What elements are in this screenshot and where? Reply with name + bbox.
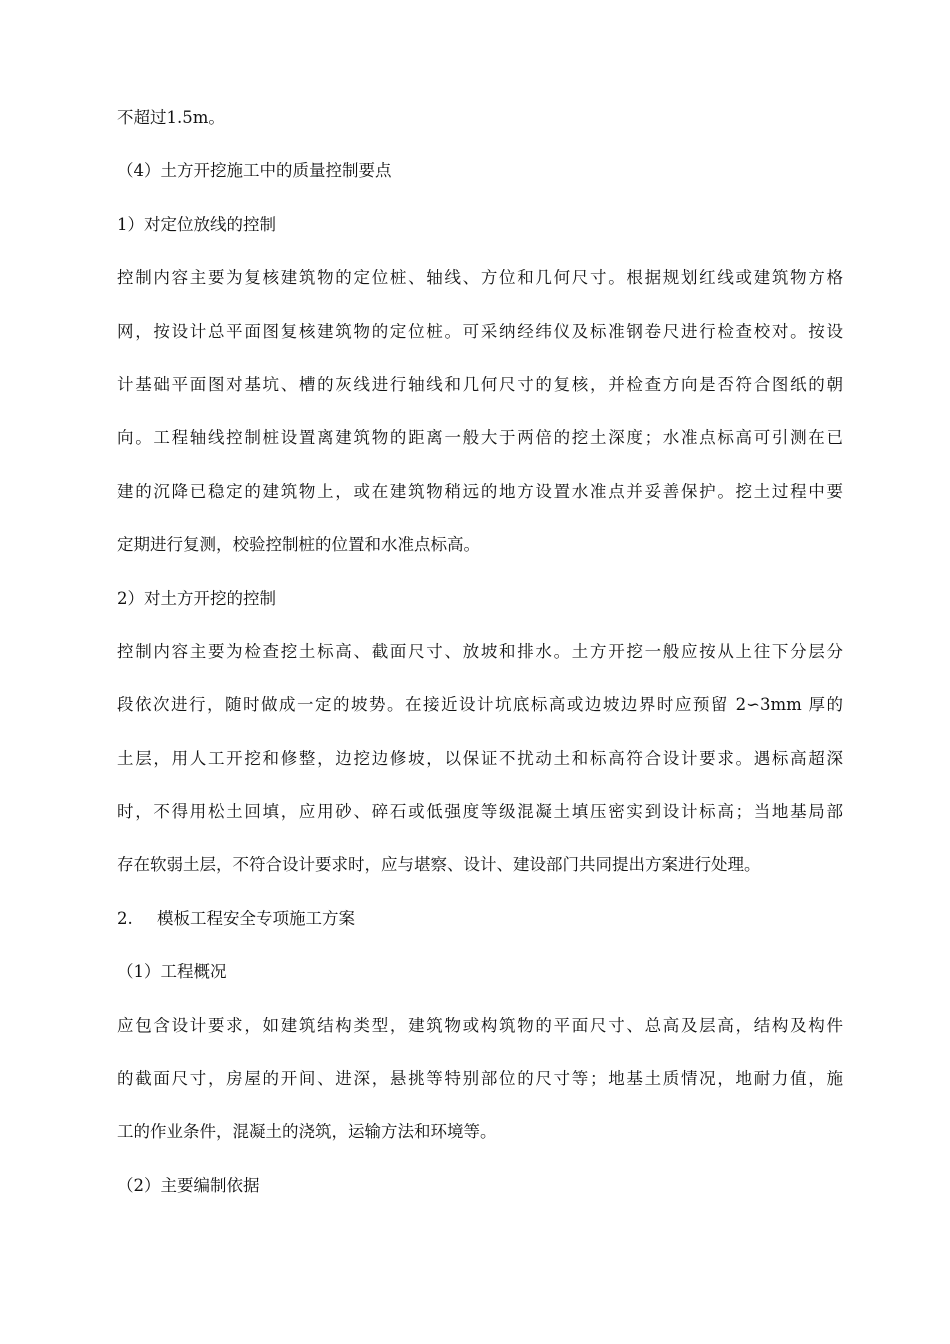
subsection-heading: （4）土方开挖施工中的质量控制要点 xyxy=(117,161,392,181)
paragraph-line: 不超过1.5m。 xyxy=(117,108,225,127)
paragraph-line: 的截面尺寸，房屋的开间、进深，悬挑等特别部位的尺寸等；地基土质情况，地耐力值，施 xyxy=(117,1069,843,1089)
item-heading: 2）对土方开挖的控制 xyxy=(117,588,276,608)
item-heading: 1）对定位放线的控制 xyxy=(117,214,276,234)
paragraph-line: 建的沉降已稳定的建筑物上，或在建筑物稍远的地方设置水准点并妥善保护。挖土过程中要 xyxy=(117,481,843,501)
subsection-heading: （2）主要编制依据 xyxy=(117,1175,260,1195)
section-number: 2. xyxy=(117,908,133,928)
paragraph-line: 控制内容主要为复核建筑物的定位桩、轴线、方位和几何尺寸。根据规划红线或建筑物方格 xyxy=(117,268,843,288)
paragraph-line: 段依次进行，随时做成一定的坡势。在接近设计坑底标高或边坡边界时应预留 2∽3mm 厚的 xyxy=(117,695,843,715)
paragraph-line: 定期进行复测，校验控制桩的位置和水准点标高。 xyxy=(117,535,480,555)
paragraph-line: 网，按设计总平面图复核建筑物的定位桩。可采纳经纬仪及标准钢卷尺进行检查校对。按设 xyxy=(117,321,843,341)
paragraph-line: 土层，用人工开挖和修整，边挖边修坡，以保证不扰动土和标高符合设计要求。遇标高超深 xyxy=(117,748,843,768)
paragraph-line: 计基础平面图对基坑、槽的灰线进行轴线和几何尺寸的复核，并检查方向是否符合图纸的朝 xyxy=(117,374,843,394)
paragraph-line: 向。工程轴线控制桩设置离建筑物的距离一般大于两倍的挖土深度；水准点标高可引测在已 xyxy=(117,428,843,448)
paragraph-line: 时，不得用松土回填，应用砂、碎石或低强度等级混凝土填压密实到设计标高；当地基局部 xyxy=(117,802,843,822)
document-body xyxy=(117,103,843,1224)
section-heading xyxy=(117,904,843,934)
paragraph-line: 控制内容主要为检查挖土标高、截面尺寸、放坡和排水。土方开挖一般应按从上往下分层分 xyxy=(117,641,843,661)
section-title-text: 模板工程安全专项施工方案 xyxy=(157,908,355,928)
paragraph-line: 应包含设计要求，如建筑结构类型，建筑物或构筑物的平面尺寸、总高及层高，结构及构件 xyxy=(117,1015,843,1035)
subsection-heading: （1）工程概况 xyxy=(117,962,227,982)
paragraph-line: 存在软弱土层，不符合设计要求时，应与堪察、设计、建设部门共同提出方案进行处理。 xyxy=(117,855,761,875)
paragraph-line: 工的作业条件，混凝土的浇筑，运输方法和环境等。 xyxy=(117,1122,497,1142)
